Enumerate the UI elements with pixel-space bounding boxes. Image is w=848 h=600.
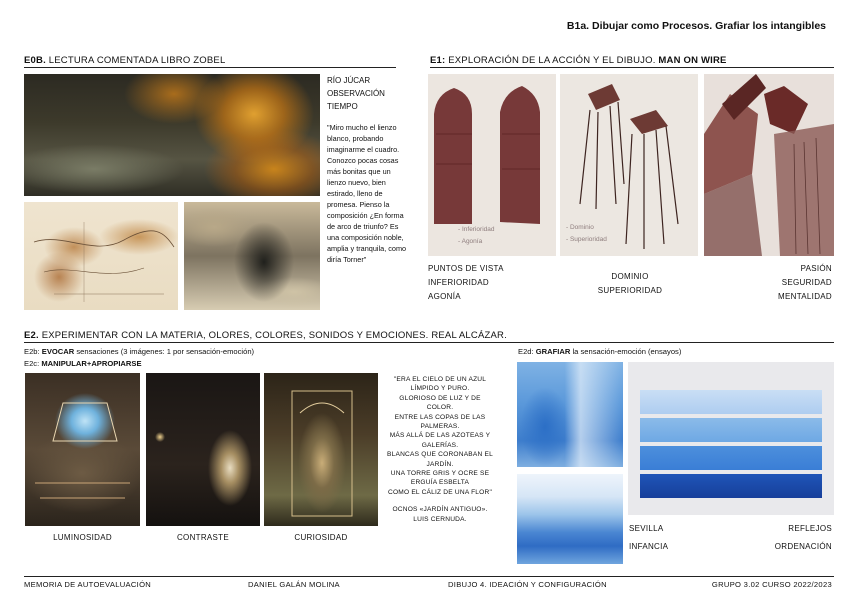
footer-subject: DIBUJO 4. IDEACIÓN Y CONFIGURACIÓN (448, 580, 607, 589)
e2-title: EXPERIMENTAR CON LA MATERIA, OLORES, COLORES, SONIDOS Y EMOCIONES. REAL ALCÁZAR. (41, 330, 507, 341)
e1-heading (430, 55, 727, 66)
river-jucar-photo (24, 74, 320, 196)
e2d-bold: GRAFIAR (535, 347, 571, 356)
caption-childhood: INFANCIA (629, 542, 669, 551)
caption-group-1 (428, 262, 504, 304)
footer-rule (24, 576, 834, 577)
zobel-drawing-image (24, 202, 178, 310)
sketch1-note-1: - Inferioridad (458, 226, 495, 233)
poem-line: "ERA EL CIELO DE UN AZUL (393, 376, 487, 383)
caption-viewpoints: PUNTOS DE VISTA (428, 264, 504, 273)
footer-author: DANIEL GALÁN MOLINA (248, 580, 340, 589)
e0b-code: E0B. (24, 55, 46, 66)
e0b-side-text (327, 74, 405, 113)
poem-line: UNA TORRE GRIS Y OCRE SE (390, 470, 490, 478)
watercolor-test-2 (517, 474, 623, 564)
e0b-heading (24, 55, 225, 66)
caption-dominance: DOMINIO (611, 272, 649, 281)
sketch1-note-2: - Agonía (458, 238, 483, 245)
arch-lines (264, 373, 378, 526)
poem-line: COLOR. (426, 404, 454, 412)
sketch-passion (704, 74, 834, 256)
cernuda-poem (378, 375, 502, 524)
poem-line: COMO EL CÁLIZ DE UNA FLOR" (387, 488, 493, 496)
wash-band-3 (640, 446, 822, 470)
sketch-superiority (560, 74, 698, 256)
footer-document-title: MEMORIA DE AUTOEVALUACIÓN (24, 580, 152, 589)
e2d-line (518, 347, 681, 358)
caption-superiority: SUPERIORIDAD (597, 286, 663, 295)
photo-luminosity (25, 373, 140, 526)
caption-inferiority: INFERIORIDAD (428, 278, 489, 287)
e2d-label: E2d: (518, 347, 534, 356)
e2-code: E2. (24, 330, 39, 341)
e2b-bold: EVOCAR (41, 347, 75, 356)
caption-ordering: ORDENACIÓN (774, 542, 832, 551)
caption-group-3 (778, 262, 832, 304)
caption-luminosity: LUMINOSIDAD (53, 533, 112, 542)
poem-line: PALMERAS. (420, 423, 460, 431)
e1-code: E1: (430, 55, 446, 66)
caption-curiosity: CURIOSIDAD (294, 533, 348, 542)
sketch-inferiority (428, 74, 556, 256)
watercolor-test-3 (628, 362, 834, 515)
photo-contrast (146, 373, 260, 526)
poem-line: JARDÍN. (426, 460, 454, 468)
e1-title-bold: MAN ON WIRE (658, 55, 727, 66)
e2b-rest: sensaciones (3 imágenes: 1 por sensación-emoción) (76, 347, 255, 356)
e0b-rule (24, 67, 396, 68)
poem-line: BLANCAS QUE CORONABAN EL (387, 451, 493, 459)
dome-lines (25, 373, 140, 526)
caption-security: SEGURIDAD (781, 278, 832, 287)
poem-line: LÍMPIDO Y PURO. (410, 385, 470, 393)
page-header-title: B1a. Dibujar como Procesos. Grafiar los intangibles (566, 20, 826, 32)
e0b-title: LECTURA COMENTADA LIBRO ZOBEL (48, 55, 226, 66)
e1-title: EXPLORACIÓN DE LA ACCIÓN Y EL DIBUJO. (448, 55, 656, 66)
e2-heading (24, 330, 507, 341)
caption-sevilla: SEVILLA (629, 524, 664, 533)
side-line-observation: OBSERVACIÓN (327, 89, 385, 98)
caption-mentality: MENTALIDAD (778, 292, 832, 301)
sketch2-note-1: - Dominio (566, 224, 594, 231)
wash-band-4 (640, 474, 822, 498)
watercolor-test-1 (517, 362, 623, 467)
e1-rule (430, 67, 834, 68)
wash-band-1 (640, 390, 822, 414)
side-line-time: TIEMPO (327, 102, 358, 111)
poem-line: GALERÍAS. (421, 441, 459, 449)
drawing-marks (24, 202, 178, 310)
zobel-quote: "Miro mucho el lienzo blanco, probando imaginarme el cuadro. Conozco pocas cosas más bonitas que un lienzo nuevo, bien estirado, lleno de promesa. Pienso la composición ¿En forma de arco de triunfo? Es una composición noble, amplia y tranquila, como diría Torner" (327, 123, 407, 264)
sketch-perspective-towers (704, 74, 834, 256)
poem-source: OCNOS «JARDÍN ANTIGUO». (392, 506, 488, 514)
sketch2-note-2: - Superioridad (566, 236, 607, 243)
footer-group: GRUPO 3.02 CURSO 2022/2023 (711, 580, 832, 589)
wash-band-2 (640, 418, 822, 442)
caption-group-2 (580, 270, 680, 298)
poem-line: GLORIOSO DE LUZ Y DE (399, 394, 481, 402)
e2c-bold: MANIPULAR+APROPIARSE (41, 359, 142, 368)
e2c-line (24, 359, 142, 370)
poem-author: LUIS CERNUDA. (413, 515, 467, 523)
caption-reflections: REFLEJOS (788, 524, 832, 533)
caption-agony: AGONÍA (428, 292, 461, 301)
e2b-line (24, 347, 254, 358)
photo-curiosity (264, 373, 378, 526)
poem-line: MÁS ALLÁ DE LAS AZOTEAS Y (389, 432, 491, 440)
e2c-label: E2c: (24, 359, 40, 368)
zobel-painting-image (184, 202, 320, 310)
poem-line: ERGUÍA ESBELTA (410, 479, 470, 487)
poem-line: ENTRE LAS COPAS DE LAS (394, 413, 486, 421)
side-line-river: RÍO JÚCAR (327, 76, 371, 85)
e2b-label: E2b: (24, 347, 40, 356)
caption-passion: PASIÓN (800, 264, 832, 273)
e2-rule (24, 342, 834, 343)
caption-contrast: CONTRASTE (176, 533, 230, 542)
watercolor-right-captions (775, 520, 832, 556)
e2d-rest: la sensación-emoción (ensayos) (572, 347, 682, 356)
watercolor-left-captions (629, 520, 668, 556)
